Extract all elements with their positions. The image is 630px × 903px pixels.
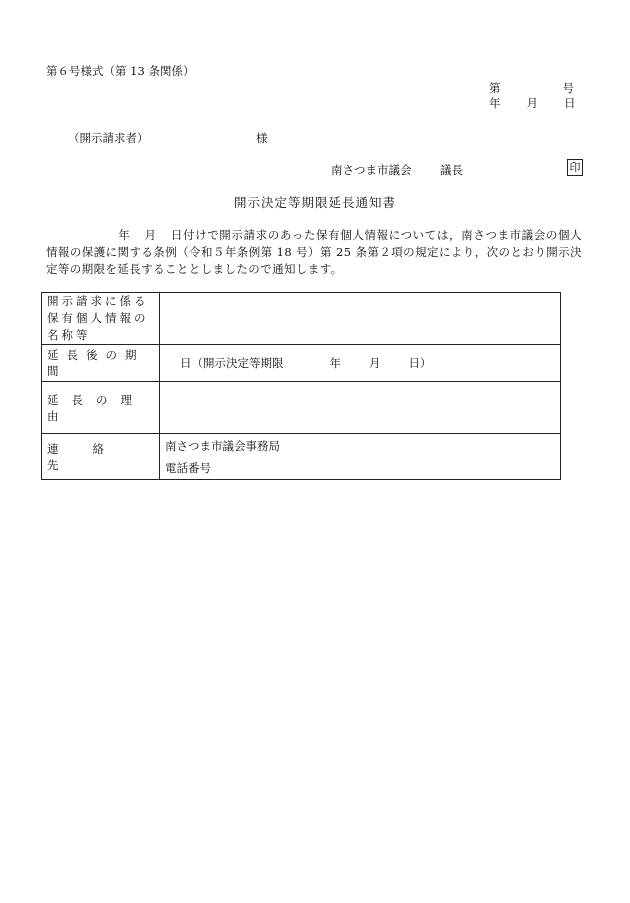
date-month: 月 (526, 96, 538, 110)
document-title: 開示決定等期限延長通知書 (233, 195, 396, 210)
seal-stamp: 印 (567, 159, 583, 176)
number-suffix: 号 (562, 81, 574, 95)
label-info-name: 開示請求に係る保有個人情報の名称等 (42, 293, 160, 345)
document-number (489, 80, 574, 96)
value-extension-reason (160, 382, 561, 434)
label-contact: 連絡先 (42, 434, 160, 480)
number-prefix: 第 (489, 81, 501, 95)
period-year: 年 (329, 356, 341, 370)
label-extension-reason: 延長の理由 (42, 382, 160, 434)
contact-phone: 電話番号 (165, 460, 211, 475)
body-month: 月 (144, 228, 157, 242)
date-day: 日 (564, 96, 576, 110)
requester-honorific: 様 (256, 131, 268, 145)
period-day-close: 日） (408, 356, 432, 370)
value-info-name (160, 293, 561, 345)
period-day: 日（開示決定等期限 (180, 356, 284, 370)
requester-name: （開示請求者） (68, 131, 149, 145)
table-row-reason (42, 382, 561, 434)
info-table (41, 292, 561, 480)
body-text: 日付けで開示請求のあった保有個人情報については，南さつま市議会の個人情報の保護に関する条例（令和５年条例第 18 号）第 25 条第２項の規定により，次のとおり開示決定等の期限を延長することとしましたので通知します。 (46, 228, 582, 276)
contact-office: 南さつま市議会事務局 (165, 438, 280, 453)
form-number-label: 第６号様式（第 13 条関係） (46, 64, 195, 78)
table-row-contact (42, 434, 561, 480)
date-year: 年 (489, 96, 501, 110)
value-extended-period (160, 345, 561, 382)
label-extended-period: 延長後の期間 (42, 345, 160, 382)
value-contact (160, 434, 561, 480)
period-month: 月 (369, 356, 381, 370)
table-row-period (42, 345, 561, 382)
sender-organization: 南さつま市議会 (331, 163, 412, 177)
sender-title: 議長 (440, 163, 463, 177)
body-year: 年 (118, 228, 131, 242)
document-date (489, 95, 576, 111)
table-row-name (42, 293, 561, 345)
body-paragraph (46, 227, 582, 278)
